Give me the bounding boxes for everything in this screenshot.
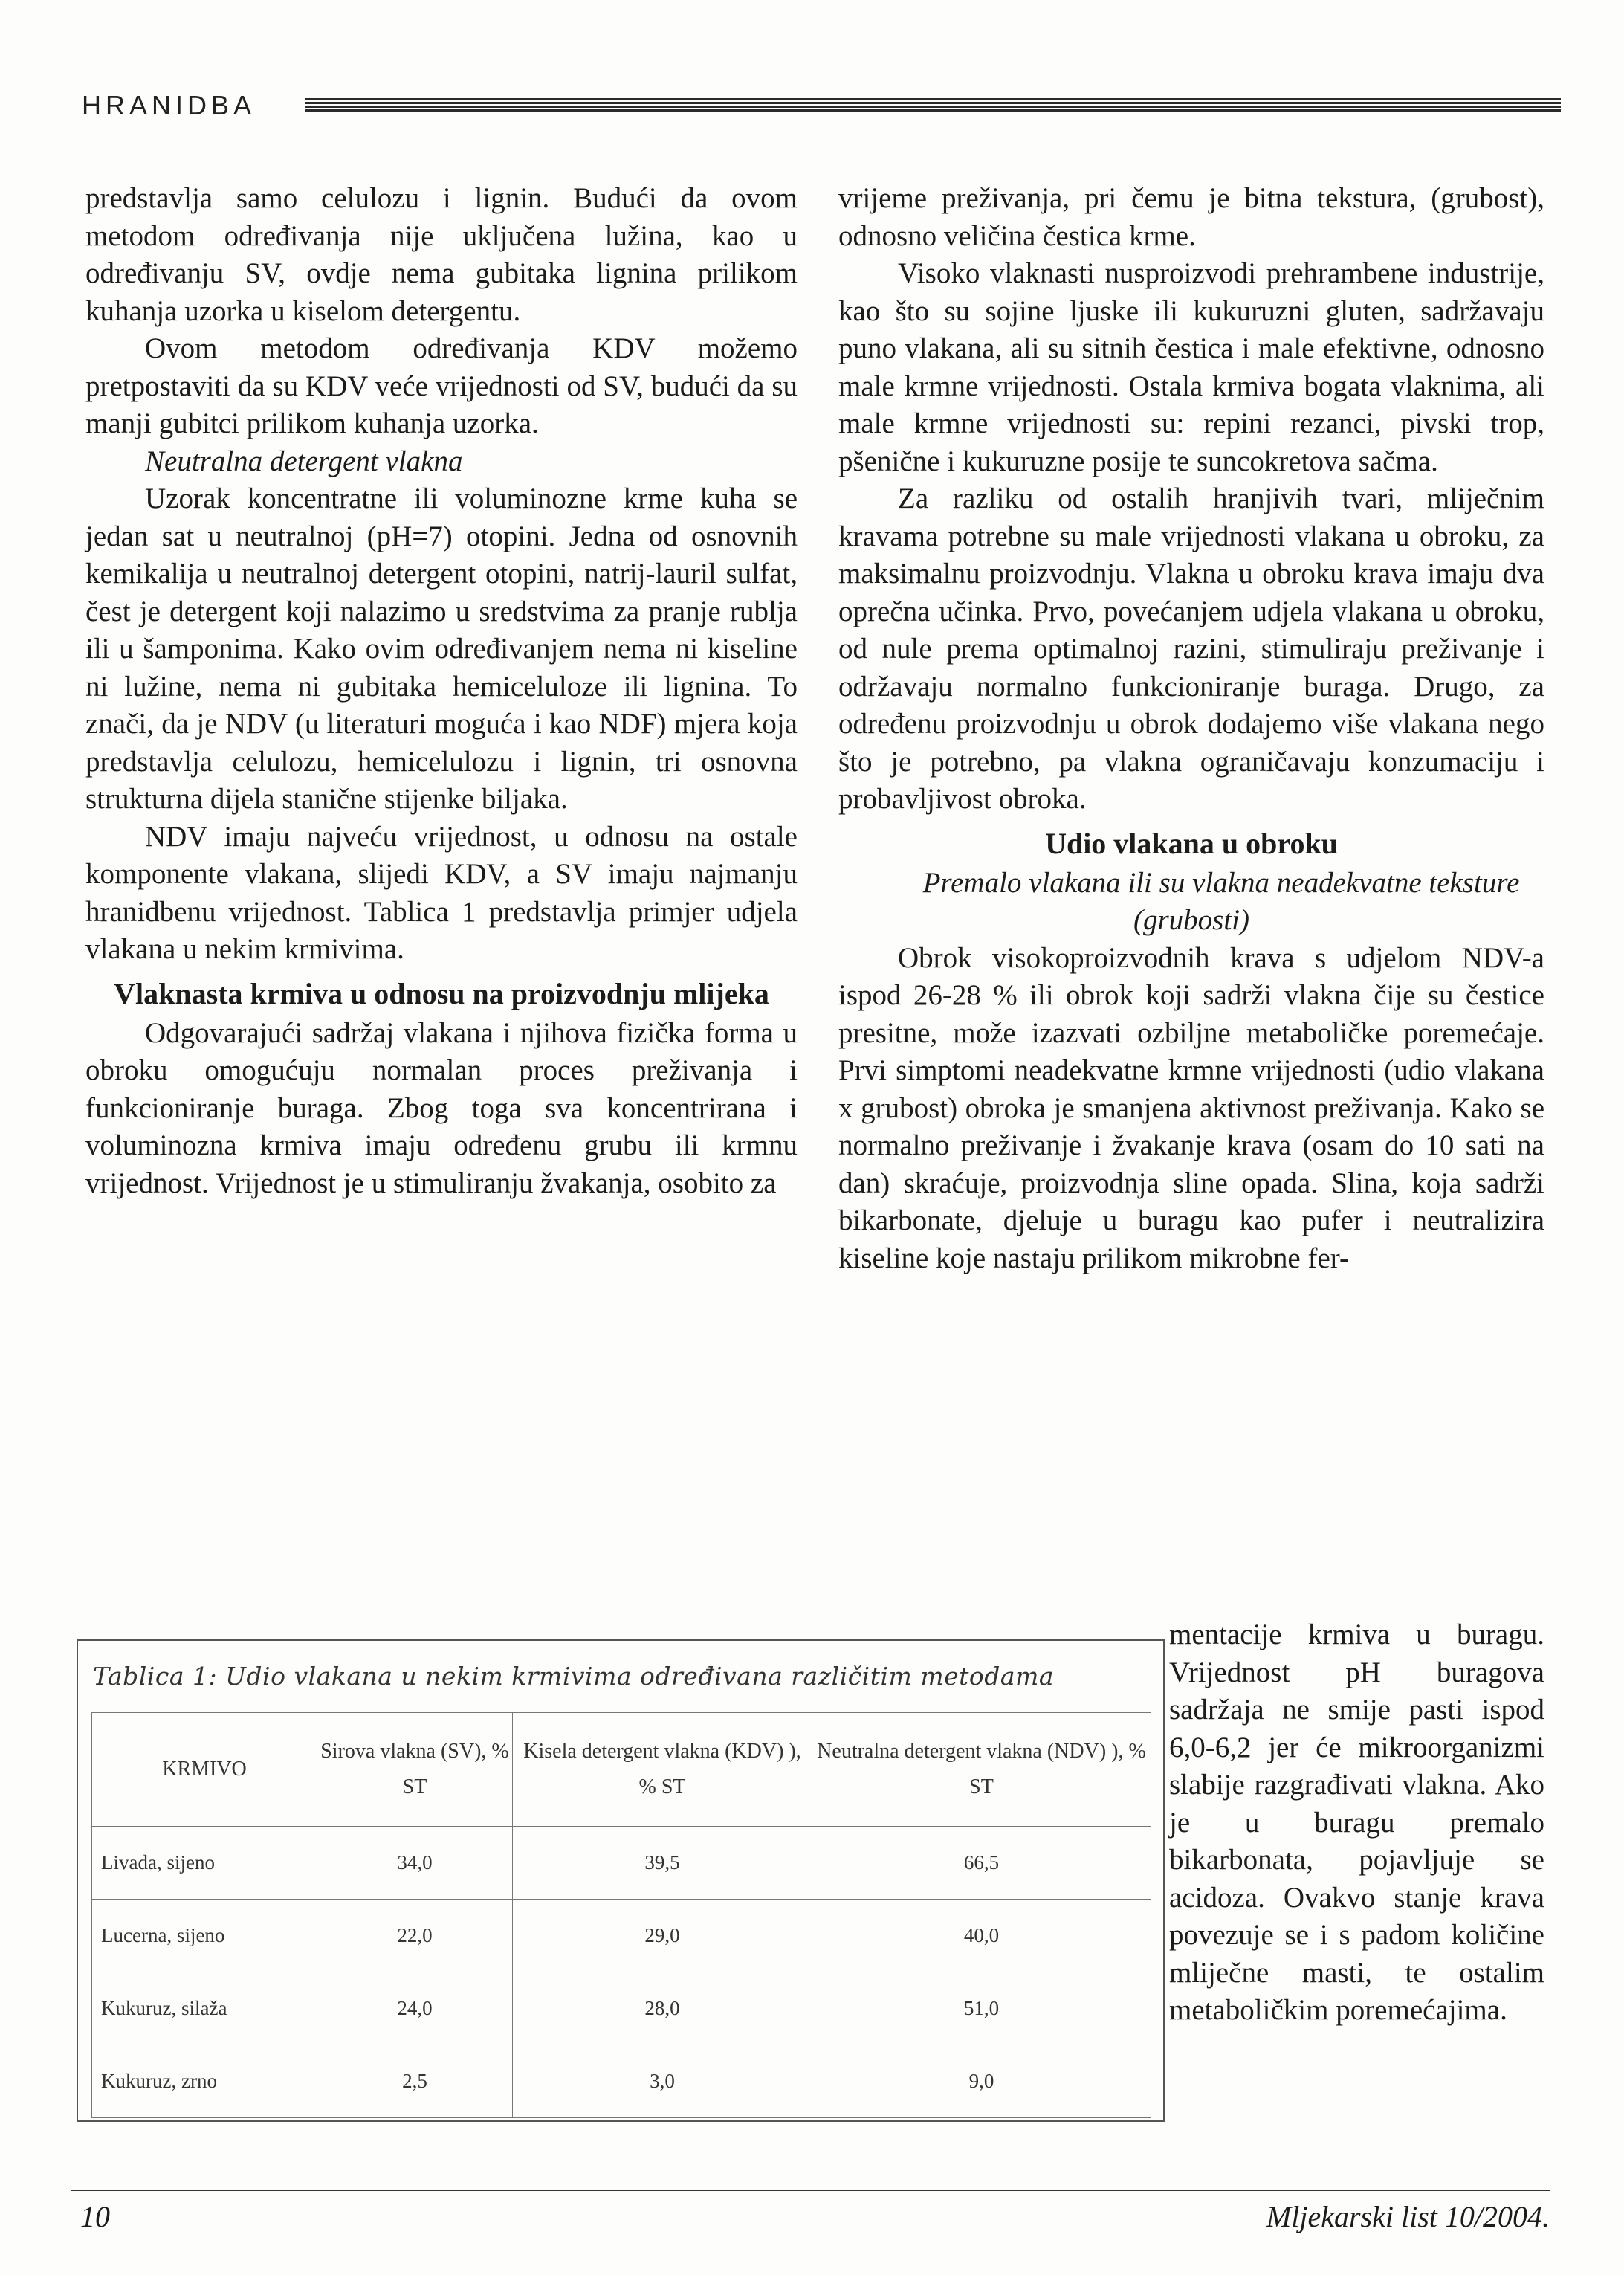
- right-column: [838, 180, 1544, 1277]
- subsection-heading: Premalo vlakana ili su vlakna neadekvatne teksture (grubosti): [922, 866, 1520, 936]
- table-box: [77, 1639, 1165, 2122]
- paragraph: predstavlja samo celulozu i lignin. Budući da ovom metodom određivanja nije uključena lužina, kao u određivanju SV, ovdje nema gubitaka lignina prilikom kuhanja uzorka u kiselom detergentu.: [85, 182, 798, 327]
- paragraph: vrijeme preživanja, pri čemu je bitna tekstura, (grubost), odnosno veličina čestica krme.: [838, 182, 1544, 252]
- table-cell: 66,5: [812, 1827, 1151, 1900]
- table-cell: Livada, sijeno: [92, 1827, 317, 1900]
- journal-name: Mljekarski list 10/2004.: [1266, 2200, 1550, 2233]
- paragraph: Visoko vlaknasti nusproizvodi prehrambene industrije, kao što su sojine ljuske ili kukuruzni gluten, sadržavaju puno vlakana, ali su sitnih čestica i male efektivne, odnosno male krmne vrijednosti. Ostala krmiva bogata vlaknima, ali male krmne vrijednosti su: repini rezanci, pivski trop, pšenične i kukuruzne posije te suncokretova sačma.: [838, 257, 1544, 477]
- table-cell: 34,0: [317, 1827, 513, 1900]
- section-heading: Vlaknasta krmiva u odnosu na proizvodnju mlijeka: [114, 976, 769, 1010]
- subsection-heading: Neutralna detergent vlakna: [145, 445, 463, 477]
- header-cell: Sirova vlakna (SV), % ST: [317, 1713, 513, 1827]
- paragraph: Uzorak koncentratne ili voluminozne krme kuha se jedan sat u neutralnoj (pH=7) otopini. Jedna od osnovnih kemikalija u neutralnoj detergent otopini, natrij-lauril sulfat, čest je detergent koji nalazimo u sredstvima za pranje rublja ili u šamponima. Kako ovim određivanjem nema ni kiseline ni lužine, nema ni gubitaka hemiceluloze ili lignina. To znači, da je NDV (u literaturi moguća i kao NDF) mjera koja predstavlja celulozu, hemicelulozu i lignin, tri osnovna strukturna dijela stanične stijenke biljaka.: [85, 483, 798, 815]
- table-cell: 28,0: [513, 1972, 812, 2045]
- page-header: [82, 88, 1561, 125]
- table-cell: 9,0: [812, 2045, 1151, 2118]
- table-header-row: [92, 1713, 1151, 1827]
- fiber-table: [91, 1712, 1151, 2118]
- wrapped-text: [1169, 1616, 1544, 2030]
- paragraph: Za razliku od ostalih hranjivih tvari, mliječnim kravama potrebne su male vrijednosti vlakana u obroku, za maksimalnu proizvodnju. Vlakna u obroku krava imaju dva oprečna učinka. Prvo, povećanjem udjela vlakana u obroku, od nule prema optimalnoj razini, stimuliraju preživanje i održavaju normalno funkcioniranje buraga. Drugo, za određenu proizvodnju u obrok dodajemo više vlakana nego što je potrebno, pa vlakna ograničavaju konzumaciju i probavljivost obroka.: [838, 483, 1544, 815]
- section-title: HRANIDBA: [82, 90, 256, 120]
- table-cell: Lucerna, sijeno: [92, 1900, 317, 1972]
- footer-rule: [71, 2190, 1550, 2191]
- paragraph: Odgovarajući sadržaj vlakana i njihova fizička forma u obroku omogućuju normalan proces preživanja i funkcioniranje buraga. Zbog toga sva koncentrirana i voluminozna krmiva imaju određenu grubu ili krmnu vrijednost. Vrijednost je u stimuliranju žvakanja, osobito za: [85, 1016, 798, 1199]
- left-column: [85, 180, 798, 1202]
- table-cell: Kukuruz, zrno: [92, 2045, 317, 2118]
- table-row: [92, 1827, 1151, 1900]
- section-heading: Udio vlakana u obroku: [1045, 826, 1338, 860]
- table-cell: 29,0: [513, 1900, 812, 1972]
- table-cell: 2,5: [317, 2045, 513, 2118]
- paragraph: mentacije krmiva u buragu. Vrijednost pH buragova sadržaja ne smije pasti ispod 6,0-6,2 jer će mikroorganizmi slabije razgrađivati vlakna. Ako je u buragu premalo bikarbonata, pojavljuje se acidoza. Ovakvo stanje krava povezuje se i s padom količine mliječne masti, te ostalim metaboličkim poremećajima.: [1169, 1619, 1544, 2026]
- table-cell: 3,0: [513, 2045, 812, 2118]
- header-rule: [305, 98, 1561, 113]
- table-cell: 22,0: [317, 1900, 513, 1972]
- page-number: 10: [80, 2200, 110, 2233]
- paragraph: Ovom metodom određivanja KDV možemo pretpostaviti da su KDV veće vrijednosti od SV, budući da su manji gubitci prilikom kuhanja uzorka.: [85, 332, 798, 439]
- header-cell: KRMIVO: [92, 1713, 317, 1827]
- header-cell: Neutralna detergent vlakna (NDV) ), % ST: [812, 1713, 1151, 1827]
- table-cell: 39,5: [513, 1827, 812, 1900]
- paragraph: Obrok visokoproizvodnih krava s udjelom NDV-a ispod 26-28 % ili obrok koji sadrži vlakna čije su čestice presitne, može izazvati ozbiljne metaboličke poremećaje. Prvi simptomi neadekvatne krmne vrijednosti (udio vlakana x grubost) obroka je smanjena aktivnost preživanja. Kako se normalno preživanje i žvakanje krava (osam do 10 sati na dan) skraćuje, proizvodnja sline opada. Slina, koja sadrži bikarbonate, djeluje u buragu kao pufer i neutralizira kiseline koje nastaju prilikom mikrobne fer-: [838, 941, 1544, 1274]
- table-caption: Tablica 1: Udio vlakana u nekim krmivima određivana različitim metodama: [93, 1662, 1055, 1691]
- header-cell: Kisela detergent vlakna (KDV) ), % ST: [513, 1713, 812, 1827]
- table-cell: Kukuruz, silaža: [92, 1972, 317, 2045]
- paragraph: NDV imaju najveću vrijednost, u odnosu na ostale komponente vlakana, slijedi KDV, a SV imaju najmanju hranidbenu vrijednost. Tablica 1 predstavlja primjer udjela vlakana u nekim krmivima.: [85, 820, 798, 965]
- table-cell: 24,0: [317, 1972, 513, 2045]
- table-row: [92, 1972, 1151, 2045]
- table-row: [92, 1900, 1151, 1972]
- table-row: [92, 2045, 1151, 2118]
- table-cell: 51,0: [812, 1972, 1151, 2045]
- table-cell: 40,0: [812, 1900, 1151, 1972]
